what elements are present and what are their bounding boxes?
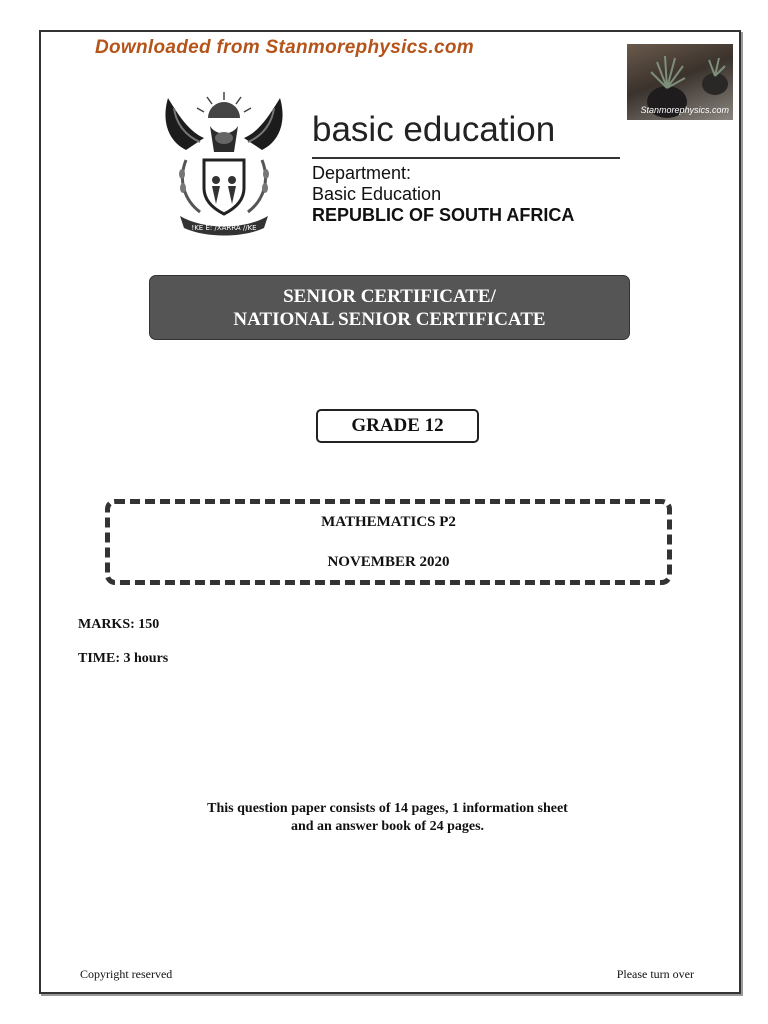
coat-of-arms-icon — [160, 88, 288, 236]
watermark-photo — [627, 44, 733, 120]
turn-over-note: Please turn over — [616, 967, 694, 981]
photo-caption: Stanmorephysics.com — [640, 105, 729, 115]
download-watermark[interactable]: Downloaded from Stanmorephysics.com — [95, 37, 474, 58]
paper-info-line-1: This question paper consists of 14 pages, 1 information sheet — [207, 801, 568, 816]
paper-info-line-2: and an answer book of 24 pages. — [290, 819, 485, 834]
time-label: TIME: 3 hours — [78, 651, 169, 666]
grade-box: GRADE 12 — [316, 409, 479, 443]
subject-title: MATHEMATICS P2 — [321, 514, 456, 530]
department-label: Department: — [312, 163, 412, 183]
copyright-notice: Copyright reserved — [80, 967, 173, 981]
certificate-line-1: SENIOR CERTIFICATE/ — [283, 285, 496, 307]
brand-title: basic education — [312, 110, 556, 149]
country-name: REPUBLIC OF SOUTH AFRICA — [312, 205, 575, 225]
department-name: Basic Education — [312, 184, 442, 204]
brand-divider — [312, 157, 620, 159]
certificate-line-2: NATIONAL SENIOR CERTIFICATE — [233, 308, 546, 330]
exam-session: NOVEMBER 2020 — [327, 554, 450, 570]
marks-label: MARKS: 150 — [78, 617, 160, 632]
subject-box — [105, 499, 672, 585]
certificate-banner — [149, 275, 630, 340]
emblem-motto: !KE E: /XARRA //KE — [191, 224, 257, 232]
